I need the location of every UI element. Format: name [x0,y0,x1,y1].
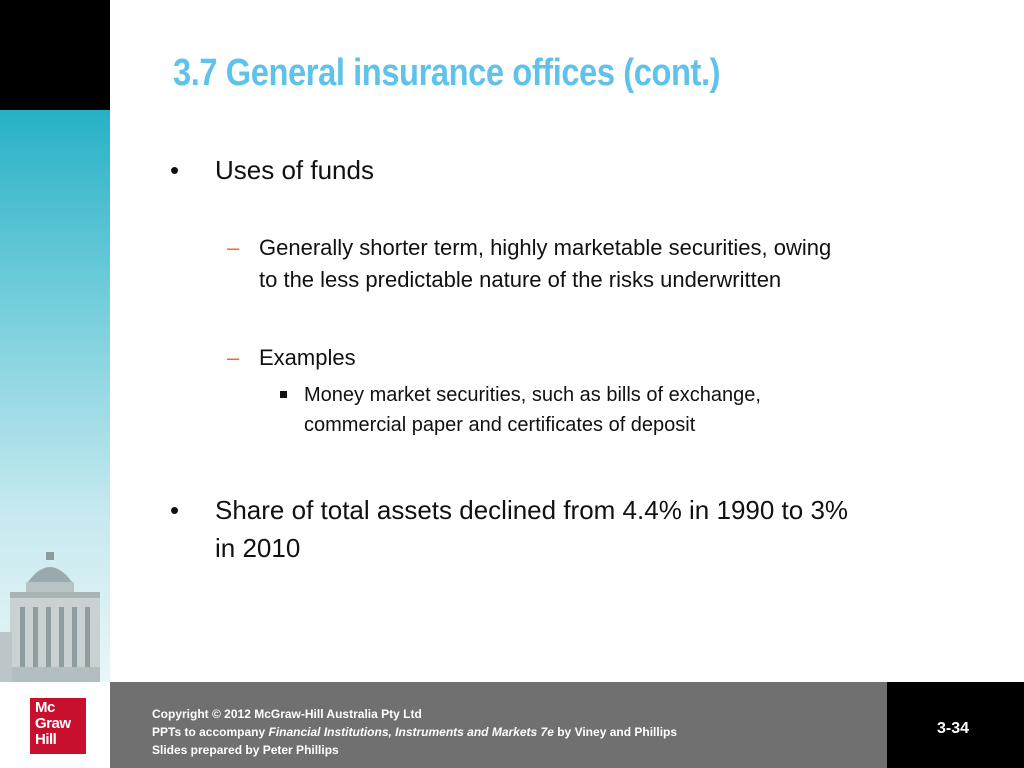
footer-ppts [152,723,677,741]
footer-text [152,705,677,759]
bullet-dot-icon: • [170,495,180,525]
footer-book-title: Financial Institutions, Instruments and Markets 7e [268,725,554,739]
footer-copyright: Copyright © 2012 McGraw-Hill Australia Pty Ltd [152,707,422,721]
mcgraw-hill-logo [30,698,86,754]
square-bullet-icon [280,391,287,398]
logo-line-1: Mc [35,699,55,716]
bullet-dot-icon: • [170,155,180,185]
bullet-text-line2: in 2010 [215,533,301,563]
sub-sub-bullet-text-line2: commercial paper and certificates of deposit [304,414,696,436]
slide-title: 3.7 General insurance offices (cont.) [173,52,721,94]
sub-bullet-text: Examples [259,345,356,370]
footer-prepared-by: Slides prepared by Peter Phillips [152,743,339,757]
logo-line-3: Hill [35,731,57,748]
dash-icon: – [227,235,240,260]
page-number: 3-34 [937,720,970,737]
left-gradient-band [0,110,110,682]
sub-sub-bullet-text-line1: Money market securities, such as bills of exchange, [304,384,761,406]
building-image [0,552,110,682]
left-black-block [0,0,110,110]
footer-ppts-prefix: PPTs to accompany [152,725,269,739]
footer-ppts-suffix: by Viney and Phillips [553,725,678,739]
sub-bullet-text-line2: to the less predictable nature of the risks underwritten [259,267,782,292]
logo-line-2: Graw [35,715,71,732]
bullet-text: Uses of funds [215,155,374,185]
sub-bullet-text-line1: Generally shorter term, highly marketable securities, owing [259,235,832,260]
bullet-text-line1: Share of total assets declined from 4.4% in 1990 to 3% [215,495,849,525]
dash-icon: – [227,345,240,370]
